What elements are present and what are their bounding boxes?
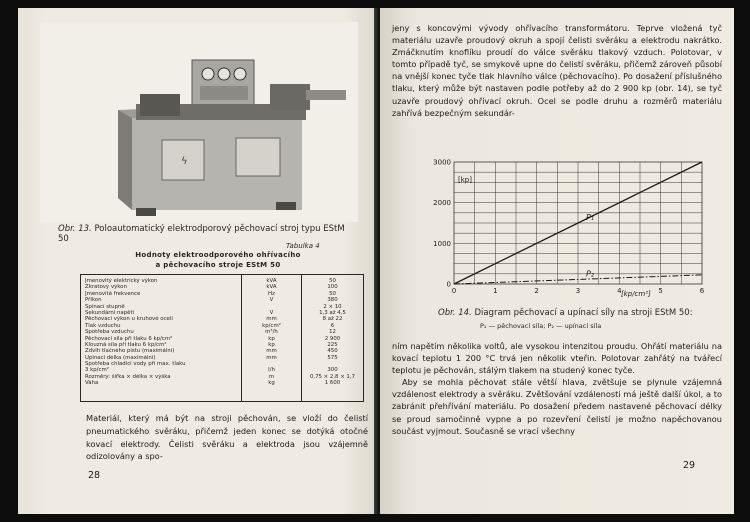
table-title-line1: Hodnoty elektroodporového ohřívacího <box>135 251 301 259</box>
series-label-1: P₁ <box>586 213 595 222</box>
table-cell-param: Spotřeba chladicí vody při max. tlaku <box>85 361 186 368</box>
page-number-right: 29 <box>683 460 696 471</box>
machine-photo <box>40 22 358 222</box>
table-title-line2: a pěchovacího stroje EStM 50 <box>155 261 281 269</box>
x-tick-label: 2 <box>534 287 539 295</box>
figure-14-caption <box>438 308 718 318</box>
right-page <box>380 8 734 514</box>
table-cell-value: 575 <box>327 354 338 361</box>
x-tick-label: 5 <box>658 287 663 295</box>
table-cell-param: Klouzná síla při tlaku 6 kp/cm² <box>85 341 167 348</box>
param-column <box>85 278 241 387</box>
machine-photo-image <box>40 22 358 222</box>
table-cell-value: 2 × 10 <box>323 303 342 310</box>
table-cell-param: Pěchovací výkon u kruhové oceli <box>85 316 173 323</box>
right-text-bottom <box>392 340 722 437</box>
table-cell-param: Spínací stupně <box>85 303 125 310</box>
table-cell-value: 450 <box>327 348 338 355</box>
table-cell-value: 100 <box>327 284 338 291</box>
table-cell-value: 1,3 až 4,5 <box>319 309 346 316</box>
table-cell-param: Příkon <box>85 297 102 304</box>
table-cell-unit: mm <box>266 354 277 361</box>
figure-13-caption <box>58 224 358 244</box>
table-cell-unit: m³/h <box>265 329 278 336</box>
y-axis-label: [kp] <box>458 176 472 184</box>
table-cell-param: Upínací délka (maximální) <box>85 354 156 361</box>
figure-14-legend: P₁ — pěchovací síla; P₂ — upínací síla <box>480 322 602 330</box>
table-cell-param: Jmenovitý elektrický výkon <box>85 278 158 284</box>
right-text-top: jeny s koncovými vývody ohřívacího transformátoru. Teprve vložená tyč materiálu uzavře proudový okruh a spojí čelisti svěráku a elektrodu nakrátko. Zmáčknutím knoflíku proudí do válce svěráku tlakový vzduch. Polotovar, v tomto případě tyč, se smykově upne do čelistí svěráku, přičemž zároveň působí na vnější konec tyče tlak hlavního válce (pěchovacího). Po dosažení příslušného tlaku, který může být nastaven podle potřeby až do 2 900 kp (obr. 14), se tyč uzavře proudový ohřívací okruh. Ocel se podle druhu a rozměrů materiálu zahřívá bezpečným sekundár- <box>392 23 722 118</box>
table-cell-param: Rozměry: šířka × délka × výška <box>85 373 171 380</box>
table-cell-unit: kp <box>268 335 275 342</box>
table-label: Tabulka 4 <box>286 242 320 250</box>
table-cell-param: Jmenovitá frekvence <box>85 290 141 297</box>
table-cell-unit: kp <box>268 341 275 348</box>
table-cell-param: Spotřeba vzduchu <box>85 329 134 336</box>
svg-text:ϟ: ϟ <box>181 156 188 167</box>
table-cell-param: Váha <box>85 380 99 387</box>
unit-column <box>241 275 301 401</box>
x-tick-label: 3 <box>575 287 581 295</box>
table-cell-unit: V <box>269 309 274 316</box>
table-cell-unit: m <box>268 373 275 380</box>
table-cell-value: 225 <box>327 341 338 348</box>
right-paragraph-1: ním napětím několika voltů, ale vysokou intenzitou proudu. Ohřátí materiálu na kovací teplotu 1 200 °C trvá jen několik vteřin. Polotovar zahřátý na tvářecí teplotu je pěchován, stálým tlakem na studený konec tyče. <box>392 341 722 376</box>
figure-13-text: Poloautomatický elektrodporový pěchovací stroj typu EStM 50 <box>58 224 345 244</box>
table-cell-value: 2 900 <box>324 335 341 342</box>
figure-14-chart <box>400 154 730 306</box>
table-cell-value: 300 <box>327 367 338 374</box>
y-tick-label: 2000 <box>433 199 451 208</box>
table-cell-unit: kVA <box>266 284 277 291</box>
table-cell-unit: V <box>269 297 274 304</box>
table-cell-param: Pěchovací síla při tlaku 6 kp/cm² <box>85 335 173 342</box>
parameters-table <box>80 274 364 402</box>
y-tick-label: 1000 <box>433 239 451 248</box>
x-tick-label: 4 <box>617 287 622 295</box>
x-tick-label: 6 <box>699 287 705 295</box>
figure-14-label: Obr. 14. <box>438 308 472 318</box>
figure-13-label: Obr. 13. <box>58 224 92 234</box>
table-cell-unit: kp/cm² <box>262 322 281 329</box>
left-body-text: Materiál, který má být na stroji pěchován, se vloží do čelistí pneumatického svěráku, přičemž jeden konec se dotýká otočné kovací elektrody. Čelisti svěráku a elektroda jsou vzájemně odizolovány a spo- <box>86 413 368 462</box>
table-title <box>118 250 318 270</box>
table-cell-unit: mm <box>266 348 277 355</box>
y-tick-label: 3000 <box>433 158 451 167</box>
table-cell-value: 50 <box>329 290 336 297</box>
table-cell-param: Zdvih tlačného pístu (maximální) <box>85 348 175 355</box>
x-axis-label: [kp/cm²] <box>620 290 651 298</box>
book-spread <box>18 8 734 514</box>
x-tick-label: 1 <box>493 287 498 295</box>
left-page <box>18 8 378 514</box>
table-cell-param: Zkratový výkon <box>85 284 127 291</box>
y-tick-label: 0 <box>446 280 451 289</box>
table-cell-value: 8 až 22 <box>322 316 343 323</box>
table-cell-unit: Hz <box>268 290 275 297</box>
table-cell-unit: mm <box>266 316 277 323</box>
table-cell-param: Tlak vzduchu <box>85 322 121 329</box>
x-tick-label: 0 <box>451 287 457 295</box>
table-cell-value: 6 <box>330 322 335 329</box>
table-cell-unit: kVA <box>266 278 277 284</box>
table-cell-value: 1 600 <box>324 380 341 387</box>
figure-14-text: Diagram pěchovací a upínací síly na stroji EStM 50: <box>474 308 693 318</box>
table-cell-value: 0,75 × 2,8 × 1,7 <box>309 373 356 380</box>
table-cell-value: 12 <box>329 329 336 336</box>
table-cell-param: 3 kp/cm² <box>85 367 109 374</box>
table-cell-param: Sekundární napětí <box>85 309 135 316</box>
table-cell-value: 50 <box>329 278 336 284</box>
chart-svg <box>400 154 730 306</box>
table-cell-value: 380 <box>327 297 338 304</box>
series-label-2: P₂ <box>586 269 595 279</box>
value-column <box>301 275 363 401</box>
right-paragraph-2: Aby se mohla pěchovat stále větší hlava, zvětšuje se plynule vzájemná vzdálenost elektrody a svěráku. Zvětšování vzdálenosti má ještě další úkol, a to zabránit přehřívání materiálu. Po dosažení předem nastavené pěchovací délky se proud samočinně vypne a po rozevření čelistí je možno napěchovanou součást vyjmout. Současně se vrací všechny <box>392 377 722 436</box>
table-cell-unit: kg <box>268 380 275 387</box>
table-cell-unit: l/h <box>268 367 275 374</box>
page-number-left: 28 <box>88 470 101 481</box>
